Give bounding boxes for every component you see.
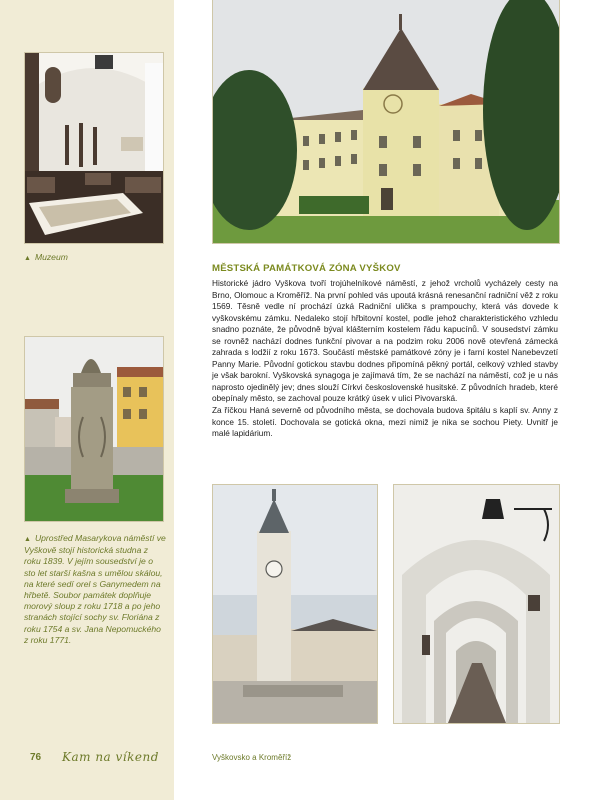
- region-title: Vyškovsko a Kroměříž: [212, 753, 292, 762]
- page-number: 76: [30, 752, 42, 763]
- town-hall-photo: [212, 484, 378, 724]
- article-heading: MĚSTSKÁ PAMÁTKOVÁ ZÓNA VYŠKOV: [212, 263, 401, 274]
- passage-photo: [393, 484, 560, 724]
- article-paragraph: Za říčkou Haná severně od původního města, se dochovala budova špitálu s kaplí sv. Anny z konce 15. století. Dochovala se gotická okna, mezi nimiž je nika se sochou Piety. Uvnitř je malé lapidárium.: [212, 406, 558, 439]
- fountain-caption: ▲ Uprostřed Masarykova náměstí ve Vyškově stojí historická studna z roku 1839. V jejím sousedství je o sto let starší kašna s umělou skálou, na které sedí orel s Ganymedem na hřbetě. Soubor památek doplňuje morový sloup z roku 1718 a po jeho stranách stojící sochy sv. Floriána z roku 1754 a sv. Jana Nepomuckého z roku 1771.: [24, 533, 166, 645]
- museum-photo: [24, 52, 164, 244]
- fountain-photo: [24, 336, 164, 522]
- triangle-bullet-icon: ▲: [24, 536, 31, 543]
- triangle-bullet-icon: ▲: [24, 255, 31, 262]
- museum-caption: ▲ Muzeum: [24, 252, 68, 262]
- castle-photo: [212, 0, 560, 244]
- article-body: [212, 278, 558, 440]
- publication-brand: Kam na víkend: [62, 750, 159, 764]
- article-paragraph: Historické jádro Vyškova tvoří trojúhelníkové náměstí, z jehož vrcholů vycházely cesty na Brno, Olomouc a Kroměříž. Na první pohled vás upoutá krásná renesanční radniční věž z roku 1569. Těsně vedle ní prochází úzká Radniční ulička s prampouchy, která vás dovede k vyškovskému zámku. Nedaleko stojí hřbitovní kostel, podle jehož charakteristického vzhledu snadno poznáte, že původně býval klášterním kostelem řádu kapucínů. V sousedství zámku se rovněž nachází dodnes funkční pivovar a na podzim roku 2006 nově otevřená zámecká zahrada s lodžií z roku 1673. Součástí městské památkové zóny je i farní kostel Nanebevzetí Panny Marie. Původní gotickou stavbu dodnes připomíná pěkný portál, celkový vzhled stavby je však barokní. Vyškovská synagoga je zajímavá tím, že se nachází na náměstí, což je u nás naprosto ojedinělý jev; dnes slouží Církvi československé husitské. Z původních hradeb, které obepínaly město, se zachoval pouze krátký úsek v ulici Pivovarská.: [212, 279, 558, 404]
